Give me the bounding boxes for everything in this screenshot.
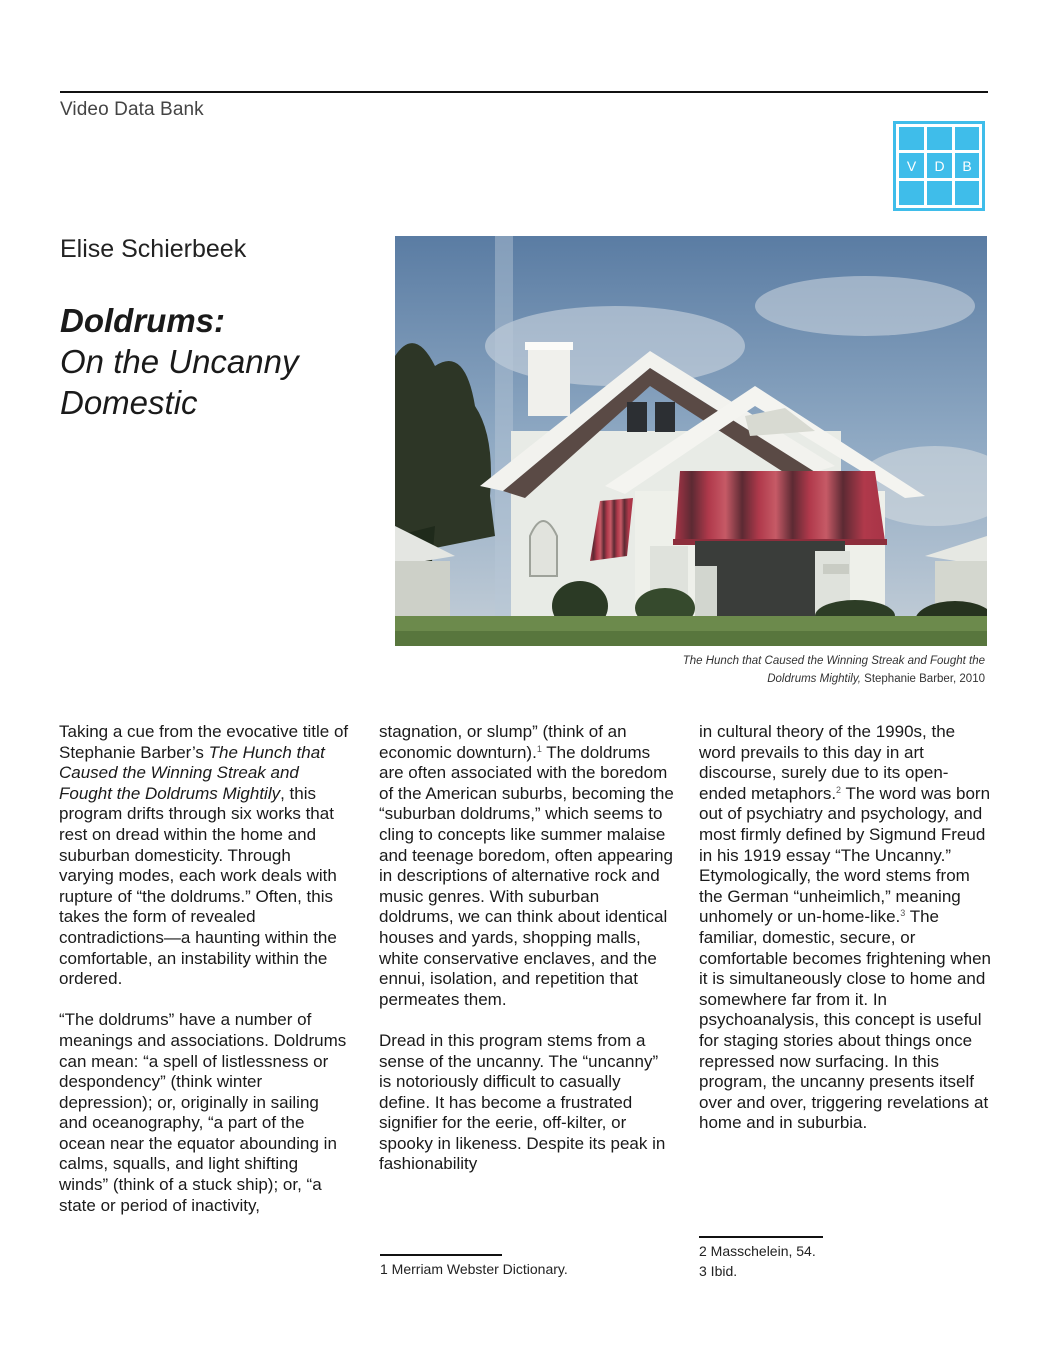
body-column-1: [59, 722, 349, 1237]
author-name: Elise Schierbeek: [60, 235, 247, 263]
work-title: The Hunch that Caused the Winning Streak and Fought the Doldrums Mightily: [59, 742, 325, 803]
body-column-3: [699, 722, 994, 1154]
caption-credit: Stephanie Barber, 2010: [860, 673, 985, 685]
logo-letter: B: [962, 158, 972, 174]
footnote-1: 1 Merriam Webster Dictionary.: [380, 1261, 568, 1277]
text-run: The doldrums are often associated with the boredom of the American suburbs, becoming the “suburban doldrums,” which seems to cling to concepts like summer malaise and teenage boredom, often appearing in descriptions of alternative rock and music genres. With suburban doldrums, we can think about identical houses and yards, shopping malls, white conservative enclaves, and the ennui, isolation, and repetition that permeates them.: [379, 742, 674, 1009]
text-run: , this program drifts through six works that rest on dread within the home and suburban domesticity. Through varying modes, each work deals with rupture of “the doldrums.” Often, this takes the form of revealed contradictions—a haunting within the comfortable, an instability within the ordered.: [59, 783, 337, 989]
title-line-1: Doldrums:: [60, 302, 225, 339]
text-run: stagnation, or slump” (think of an economic downturn).: [379, 722, 627, 762]
text-run: Taking a cue from the evocative title of Stephanie Barber’s: [59, 722, 349, 762]
film-still-photo: [395, 236, 987, 646]
footnote-rule: [380, 1254, 502, 1256]
footnote-ref: 1: [536, 743, 542, 754]
footnote-ref: 3: [900, 908, 906, 919]
logo-letter: V: [906, 158, 917, 174]
title-line-2: On the Uncanny: [60, 343, 299, 380]
footnote-rule: [699, 1236, 823, 1238]
caption-title-line-1: The Hunch that Caused the Winning Streak and Fought the: [682, 655, 985, 667]
body-column-2: [379, 722, 674, 1196]
photo-caption: [560, 652, 985, 688]
vdb-logo: [893, 121, 985, 211]
brand-name: Video Data Bank: [60, 99, 204, 120]
paragraph: “The doldrums” have a number of meanings and associations. Doldrums can mean: “a spell of listlessness or despondency” (think winter depression); or, originally in sailing and oceanography, “a part of the ocean near the equator abounding in calms, squalls, and light shifting winds” (think of a stuck ship); or, “a state or period of inactivity,: [59, 1010, 347, 1215]
text-run: in cultural theory of the 1990s, the word prevails to this day in art discourse, surely due to its open-ended metaphors.: [699, 722, 956, 803]
logo-letter: D: [934, 158, 945, 174]
article-title: [60, 300, 298, 423]
text-run: The word was born out of psychiatry and psychology, and most firmly defined by Sigmund Freud in his 1919 essay “The Uncanny.” Etymologically, the word stems from the German “unheimlich,” meaning unhomely or un-home-like.: [699, 783, 991, 927]
header-rule: [60, 91, 988, 93]
footnote-ref: 2: [836, 784, 842, 795]
text-run: The familiar, domestic, secure, or comfortable becomes frightening when it is simultaneously close to home and somewhere far from it. In psychoanalysis, this concept is useful for staging stories about things once repressed now surfacing. In this program, the uncanny presents itself over and over, triggering revelations at home and in suburbia.: [699, 907, 991, 1133]
paragraph: [699, 722, 994, 1134]
paragraph: [59, 722, 349, 990]
footnote-3: 3 Ibid.: [699, 1263, 738, 1279]
paragraph: [379, 722, 674, 1010]
caption-title-line-2: Doldrums Mightily,: [767, 673, 861, 685]
paragraph: Dread in this program stems from a sense of the uncanny. The “uncanny” is notoriously difficult to casually define. It has become a frustrated signifier for the eerie, off-kilter, or spooky in likeness. Despite its peak in fashionability: [379, 1030, 666, 1174]
footnote-2: 2 Masschelein, 54.: [699, 1243, 816, 1259]
title-line-3: Domestic: [60, 384, 198, 421]
